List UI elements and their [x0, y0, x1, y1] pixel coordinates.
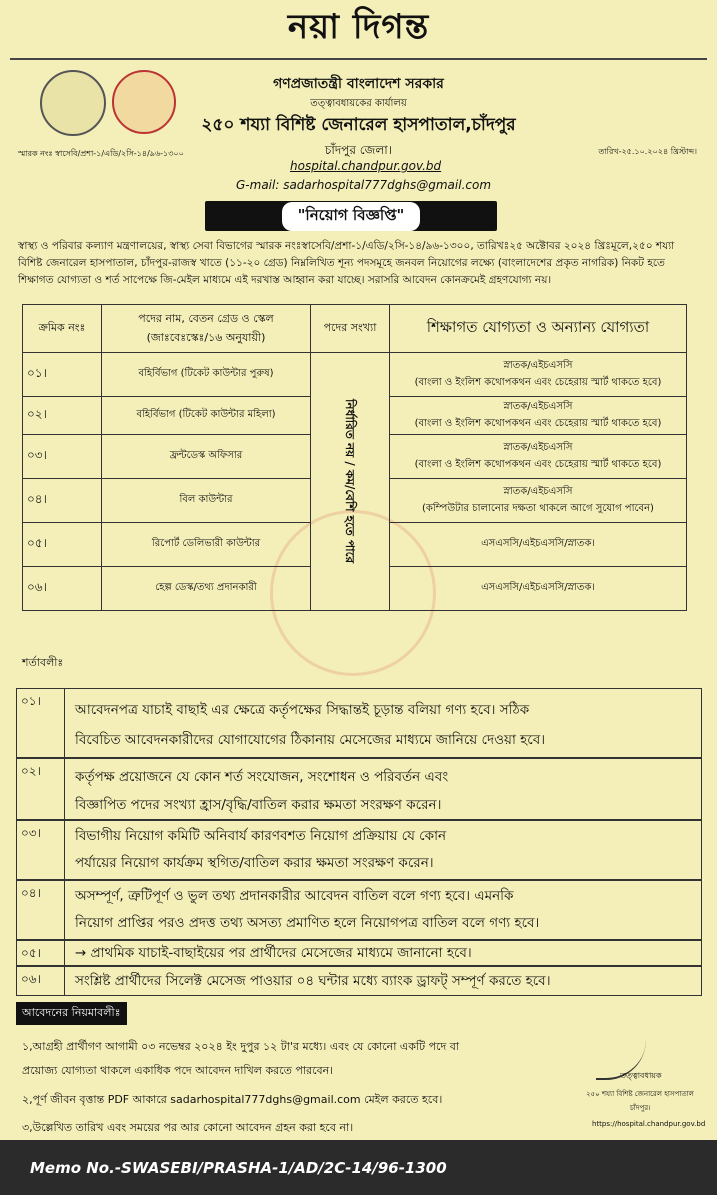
row-post: বহির্বিভাগ (টিকেট কাউন্টার মহিলা): [102, 397, 311, 435]
notice-title: "নিয়োগ বিজ্ঞপ্তি": [282, 202, 421, 231]
qualification-degree: স্নাতক/এইচএসসি: [503, 485, 573, 497]
condition-number: ০৩।: [17, 821, 65, 879]
rule-line: ৩,উল্লেখিত তারিখ এবং সময়ের পর আর কোনো আবেদন গ্রহন করা হবে না।: [22, 1121, 354, 1134]
row-serial: ০১।: [23, 353, 102, 397]
masthead-title: নয়া দিগন্ত: [287, 6, 430, 47]
row-post: ফ্রন্টডেস্ক অফিসার: [102, 435, 311, 479]
row-serial: ০৬।: [23, 567, 102, 611]
condition-item: [16, 688, 702, 758]
hospital-name: ২৫০ শয্যা বিশিষ্ট জেনারেল হাসপাতাল,চাঁদপুর: [201, 115, 516, 135]
qualification-note: (বাংলা ও ইংলিশ কথোপকথন এবং চেহেরায় স্মার্ট থাকতে হবে): [414, 417, 662, 429]
condition-line2: বিজ্ঞাপিত পদের সংখ্যা হ্রাস/বৃদ্ধি/বাতিল করার ক্ষমতা সংরক্ষণ করেন।: [75, 797, 442, 813]
header-post: [102, 305, 311, 353]
memo-number: স্মারক নংঃ স্বাসেবি/প্রশা-১/এডি/২সি-১৪/৯৬-১৩০০: [18, 149, 184, 158]
qualification-degree: স্নাতক/এইচএসসি: [503, 359, 573, 371]
row-qualification: এসএসসি/এইচএসসি/স্নাতক।: [390, 567, 687, 611]
condition-number: ০৪।: [17, 881, 65, 939]
header-qualification: শিক্ষাগত যোগ্যতা ও অন্যান্য যোগ্যতা: [390, 305, 687, 353]
condition-number: ০৫।: [17, 941, 65, 965]
table-row: [23, 353, 687, 397]
row-qualification: এসএসসি/এইচএসসি/স্নাতক।: [390, 523, 687, 567]
intro-paragraph: স্বাস্থ্য ও পরিবার কল্যাণ মন্ত্রণালয়ের, স্বাস্থ্য সেবা বিভাগের স্মারক নংঃস্বাসেবি/প্রশা-১/এডি/২সি-১৪/৯৬-১৩০০, তারিখঃ২৫ অক্টোবর ২০২৪ খ্রিঃমূলে,২৫০ শয্যা বিশিষ্ট জেনারেল হাসপাতাল, চাঁদপুর-রাজস্ব খাতে (১১-২০ গ্রেড) নিম্নলিখিত শূন্য পদসমূহে জনবল নিয়োগের লক্ষ্যে (বাংলাদেশের প্রকৃত নাগরিক) নিকট হতে শিক্ষাগত যোগ্যতা ও শর্ত সাপেক্ষে জি-মেইল মাধ্যমে এই দরখাস্ত আহ্বান করা যাচ্ছে। সরাসরি আবেদন কোনক্রমেই গ্রহণযোগ্য নয়।: [18, 240, 675, 286]
rules-title: আবেদনের নিয়মাবলীঃ: [16, 1002, 127, 1025]
government-name: গণপ্রজাতন্ত্রী বাংলাদেশ সরকার: [273, 76, 444, 92]
condition-line2: নিয়োগ প্রাপ্তির পরও প্রদত্ত তথ্য অসত্য প্রমাণিত হলে নিয়োগপত্র বাতিল বলে গণ্য হবে।: [75, 915, 540, 931]
notice-date: তারিখ-২৫.১০.২০২৪ খ্রিস্টাব্দ।: [598, 147, 697, 156]
row-qualification: [390, 479, 687, 523]
signature-designation: তত্ত্বাবধায়ক: [620, 1071, 662, 1080]
condition-line1: অসম্পূর্ণ, ত্রুটিপূর্ণ ও ভুল তথ্য প্রদানকারীর আবেদন বাতিল বলে গণ্য হবে। এমনকি: [75, 888, 514, 904]
condition-item: [16, 820, 702, 880]
condition-item: [16, 758, 702, 820]
rule-line: ১,আগ্রহী প্রার্থীগণ আগামী ০৩ নভেম্বর ২০২৪ ইং দুপুর ১২ টা'র মধ্যে। এবং যে কোনো একটি পদে বা: [22, 1040, 460, 1053]
row-serial: ০৩।: [23, 435, 102, 479]
row-post: বহির্বিভাগ (টিকেট কাউন্টার পুরুষ): [102, 353, 311, 397]
condition-number: ০১।: [17, 689, 65, 757]
rule-line: ২,পূর্ণ জীবন বৃত্তান্ত PDF আকারে sadarhospital777dghs@gmail.com মেইল করতে হবে।: [22, 1093, 443, 1106]
posts-table: [22, 304, 687, 611]
conditions-title: শর্তাবলীঃ: [22, 656, 64, 669]
condition-text: → প্রাথমিক যাচাই-বাছাইয়ের পর প্রার্থীদের মেসেজের মাধ্যমে জানানো হবে।: [75, 945, 472, 961]
memo-footer: [0, 1140, 717, 1195]
qualification-degree: স্নাতক/এইচএসসি: [503, 441, 573, 453]
condition-line1: বিভাগীয় নিয়োগ কমিটি অনিবার্য কারণবশত নিয়োগ প্রক্রিয়ায় যে কোন: [75, 828, 447, 844]
condition-line2: পর্যায়ের নিয়োগ কার্যক্রম স্থগিত/বাতিল করার ক্ষমতা সংরক্ষণ করেন।: [75, 855, 434, 871]
condition-text: [75, 883, 695, 937]
condition-item: [16, 940, 702, 966]
condition-number: ০২।: [17, 759, 65, 819]
table-header-row: [23, 305, 687, 353]
website-link[interactable]: hospital.chandpur.gov.bd: [290, 159, 442, 173]
rule-line: প্রয়োজ্য যোগ্যতা থাকলে একাধিক পদে আবেদন দাখিল করতে পারবেন।: [22, 1064, 334, 1077]
header-post-line2: (জাঃবেঃস্কেঃ/১৬ অনুযায়ী): [146, 330, 266, 344]
row-qualification: [390, 397, 687, 435]
condition-text: সংশ্লিষ্ট প্রার্থীদের সিলেক্ট মেসেজ পাওয়ার ০৪ ঘন্টার মধ্যে ব্যাংক ড্রাফট্ সম্পূর্ণ করতে হবে।: [75, 973, 551, 989]
qualification-note: (বাংলা ও ইংলিশ কথোপকথন এবং চেহেরায় স্মার্ট থাকতে হবে): [414, 376, 662, 388]
count-merged-text: নির্ধারিত নয় / কম/বেশি হতে পারে: [343, 399, 357, 564]
condition-item: [16, 880, 702, 940]
condition-line1: কর্তৃপক্ষ প্রয়োজনে যে কোন শর্ত সংযোজন, সংশোধন ও পরিবর্তন এবং: [75, 769, 449, 785]
header-count: পদের সংখ্যা: [311, 305, 390, 353]
email-address: G-mail: sadarhospital777dghs@gmail.com: [236, 178, 492, 192]
qualification-degree: স্নাতক/এইচএসসি: [503, 400, 573, 412]
condition-line1: আবেদনপত্র যাচাই বাছাই এর ক্ষেত্রে কর্তৃপক্ষের সিদ্ধান্তই চূড়ান্ত বলিয়া গণ্য হবে। সঠিক: [75, 702, 530, 718]
row-serial: ০২।: [23, 397, 102, 435]
condition-text: [75, 695, 695, 755]
row-count-merged: [311, 353, 390, 611]
office-name: তত্ত্বাবধায়কের কার্যালয়: [310, 98, 407, 109]
memo-footer-text: Memo No.-SWASEBI/PRASHA-1/AD/2C-14/96-1300: [30, 1158, 447, 1177]
condition-number: ০৬।: [17, 967, 65, 995]
row-qualification: [390, 435, 687, 479]
row-serial: ০৪।: [23, 479, 102, 523]
row-qualification: [390, 353, 687, 397]
notice-title-banner: [205, 201, 497, 231]
row-post: রিপোর্ট ডেলিভারী কাউন্টার: [102, 523, 311, 567]
qualification-note: (কম্পিউটার চালানোর দক্ষতা থাকলে আগে সুযোগ পাবেন): [422, 502, 654, 514]
row-post: বিল কাউন্টার: [102, 479, 311, 523]
condition-item: [16, 966, 702, 996]
signature-office: ২৫০ শয্যা বিশিষ্ট জেনারেল হাসপাতাল: [586, 1090, 694, 1098]
condition-line2: বিবেচিত আবেদনকারীদের যোগাযোগের ঠিকানায় মেসেজের মাধ্যমে জানিয়ে দেওয়া হবে।: [75, 732, 546, 748]
condition-text: [75, 763, 695, 819]
row-post: হেল্প ডেস্ক/তথ্য প্রদানকারী: [102, 567, 311, 611]
header-post-line1: পদের নাম, বেতন গ্রেড ও স্কেল: [138, 311, 274, 325]
qualification-note: (বাংলা ও ইংলিশ কথোপকথন এবং চেহেরায় স্মার্ট থাকতে হবে): [414, 458, 662, 470]
header-serial: ক্রমিক নংঃ: [23, 305, 102, 353]
condition-text: [75, 823, 695, 877]
signature-url: https://hospital.chandpur.gov.bd: [592, 1120, 706, 1128]
district-name: চাঁদপুর জেলা।: [324, 143, 393, 157]
newspaper-masthead: [0, 0, 717, 58]
signature-place: চাঁদপুর।: [630, 1104, 651, 1112]
row-serial: ০৫।: [23, 523, 102, 567]
